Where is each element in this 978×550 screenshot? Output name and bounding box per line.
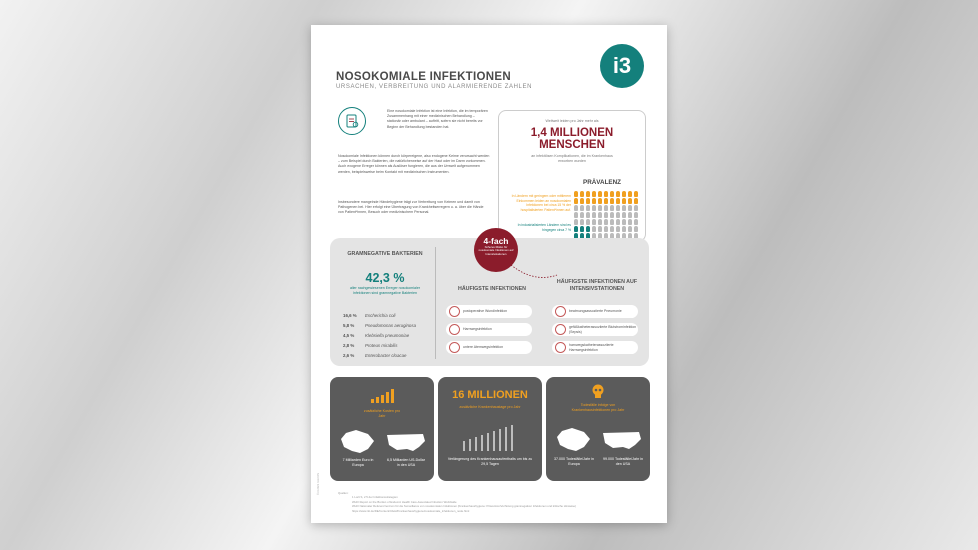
- person-icon: [634, 226, 638, 232]
- bacteria-row: 2,8 % Proteus mirabilis: [343, 343, 398, 348]
- person-icon: [622, 191, 626, 197]
- icu-infection-pill: harnwegskatheterassoziierte Harnwegsinfektion: [552, 341, 638, 354]
- person-icon: [610, 226, 614, 232]
- source-line: WHO Report on the Burden of Endemic Health Care-Associated Infection Worldwide: [352, 499, 457, 504]
- source-line: https://www.rki.de/DE/Content/Infekt/Krankenhaushygiene/nosokomiale_infektionen_node.html: [352, 508, 470, 513]
- deaths-europe: 37.000 Todesfälle/Jahr in Europa: [554, 457, 594, 466]
- person-icon: [610, 212, 614, 218]
- page-subtitle: URSACHEN, VERBREITUNG UND ALARMIERENDE ZAHLEN: [336, 84, 533, 90]
- person-icon: [628, 219, 632, 225]
- prevalence-orange-text: In Ländern mit geringem oder mittlerem Einkommen leiden an nosokomialen Infektionen bei circa 15 % der hospitalisierten Patient*innen auf.: [511, 194, 571, 212]
- icu-infection-pill: gefäßkatheterassoziierte Blutstrominfektion (Sepsis): [552, 323, 638, 336]
- person-icon: [622, 198, 626, 204]
- person-icon: [610, 191, 614, 197]
- stat-big-number: 1,4 MILLIONEN MENSCHEN: [530, 127, 614, 151]
- bacteria-row: 5,8 % Pseudomonas aeruginosa: [343, 323, 417, 328]
- person-icon: [634, 212, 638, 218]
- person-icon: [580, 205, 584, 211]
- costs-card: [330, 377, 434, 481]
- person-icon: [580, 198, 584, 204]
- person-icon: [616, 198, 620, 204]
- person-icon: [628, 205, 632, 211]
- days-big-number: 16 MILLIONEN: [452, 389, 528, 401]
- usa-map-icon: [385, 431, 427, 453]
- i3-logo: i3: [600, 44, 644, 88]
- europe-map-icon: [554, 427, 594, 453]
- panel-divider: [435, 247, 436, 359]
- prevalence-box: [498, 110, 646, 242]
- source-line: WHO Nationaler Referenzzentrum für die Surveillance von nosokomialen Infektionen (Krankenhaushygiene: Prävention/Verhütung gramnegativer Infektionen und kritische Hinweise): [352, 504, 577, 509]
- person-icon: [580, 191, 584, 197]
- person-icon: [604, 198, 608, 204]
- deaths-label: Todesfälle infolge von Krankenhausinfektionen pro Jahr: [571, 403, 625, 412]
- person-icon: [622, 205, 626, 211]
- person-icon: [574, 191, 578, 197]
- europe-map-icon: [338, 429, 378, 455]
- infection-pill: Harnwegsinfektion: [446, 323, 532, 336]
- source-line: 1 Lorit S, 2 5 der Infektionsstrategien: [352, 495, 398, 500]
- person-icon: [610, 219, 614, 225]
- person-icon: [628, 212, 632, 218]
- four-fold-big: 4-fach: [483, 236, 509, 246]
- person-icon: [598, 212, 602, 218]
- person-icon: [616, 219, 620, 225]
- bacteria-row: 2,6 % Enterobacter cloacae: [343, 353, 407, 358]
- sources-label: Quellen:: [338, 491, 349, 495]
- person-icon: [616, 212, 620, 218]
- icu-infection-pill: beatmungsassoziierte Pneumonie: [552, 305, 638, 318]
- stat-pre: Weltweit leiden pro Jahr mehr als: [545, 119, 599, 123]
- days-text: Verlängerung des Krankenhausaufenthalts um bis zu 29,5 Tagen: [447, 457, 533, 466]
- copyright: © i3 2021 / ALCON: [317, 472, 320, 495]
- person-icon: [628, 226, 632, 232]
- usa-map-icon: [601, 429, 643, 451]
- urinary-tract-icon: [449, 324, 460, 335]
- person-icon: [592, 191, 596, 197]
- person-icon: [616, 191, 620, 197]
- people-grid: [573, 191, 639, 239]
- person-icon: [592, 212, 596, 218]
- person-icon: [586, 198, 590, 204]
- person-icon: [586, 191, 590, 197]
- costs-europe: 7 Milliarden Euro in Europa: [342, 458, 374, 467]
- catheter-icon: [555, 342, 566, 353]
- person-icon: [586, 226, 590, 232]
- person-icon: [628, 191, 632, 197]
- deaths-card: [546, 377, 650, 481]
- person-icon: [574, 205, 578, 211]
- gramnegative-percent: 42,3 %: [365, 271, 405, 285]
- days-label: zusätzliche Krankenhaustage pro Jahr: [459, 405, 521, 409]
- four-fold-small: höheres Risiko für nosokomiale Infektionen auf Intensivstationen: [478, 245, 514, 256]
- person-icon: [616, 226, 620, 232]
- person-icon: [574, 198, 578, 204]
- blood-vessel-icon: [555, 324, 566, 335]
- person-icon: [604, 205, 608, 211]
- person-icon: [580, 219, 584, 225]
- deaths-usa: 99.000 Todesfälle/Jahr in den USA: [603, 457, 643, 466]
- bacteria-row: 4,5 % Klebsiella pneumoniae: [343, 333, 410, 338]
- person-icon: [580, 226, 584, 232]
- person-icon: [586, 212, 590, 218]
- infographic-sheet: [311, 25, 667, 523]
- person-icon: [604, 226, 608, 232]
- person-icon: [610, 205, 614, 211]
- person-icon: [634, 191, 638, 197]
- wound-icon: [449, 306, 460, 317]
- icu-infections-title: HÄUFIGSTE INFEKTIONEN AUF INTENSIVSTATIONEN: [556, 279, 638, 292]
- rising-bars-icon: [370, 389, 394, 403]
- person-icon: [598, 191, 602, 197]
- person-icon: [586, 205, 590, 211]
- person-icon: [604, 212, 608, 218]
- person-icon: [622, 226, 626, 232]
- person-icon: [574, 212, 578, 218]
- person-icon: [604, 219, 608, 225]
- person-icon: [634, 205, 638, 211]
- person-icon: [592, 198, 596, 204]
- intro-paragraph-1: Eine nosokomiale Infektion ist eine Infektion, die im temporären Zusammenhang mit einer medizinischen Behandlung – stationär oder ambulant – auftritt, sofern sie nicht bereits vor Beginn der Behandlung bestanden hat.: [387, 109, 488, 129]
- bacteria-row: 16,6 % Escherichia coli: [343, 313, 396, 318]
- person-icon: [598, 219, 602, 225]
- person-icon: [598, 198, 602, 204]
- person-icon: [574, 219, 578, 225]
- person-icon: [616, 205, 620, 211]
- intro-paragraph-2: Nosokomiale Infektionen können durch körpereigene, also endogene Keime verursacht werden – zum Beispiel durch Bakterien, die natürlicherweise auf der Haut oder im Darm vorkommen. Auch exogene Erreger können als Auslöser fungieren, die aus der Umwelt aufgenommen werden, beispielsweise beim Kontakt mit medizinischen Instrumenten.: [338, 154, 490, 174]
- person-icon: [574, 226, 578, 232]
- page-title: NOSOKOMIALE INFEKTIONEN: [336, 71, 511, 83]
- person-icon: [634, 219, 638, 225]
- person-icon: [598, 226, 602, 232]
- skull-icon: [590, 383, 606, 399]
- prevalence-teal-text: In industrialisierten Ländern sind es hingegen circa 7 %: [517, 223, 571, 232]
- person-icon: [592, 219, 596, 225]
- clipboard-icon: [338, 107, 366, 135]
- costs-label: zusätzliche Kosten pro Jahr: [363, 409, 401, 418]
- hospital-days-card: [438, 377, 542, 481]
- sources: [338, 491, 656, 513]
- gramnegative-text: aller nachgewiesenen Erreger nosokomialer Infektionen sind gramnegative Bakterien: [349, 286, 421, 295]
- gramnegative-title: GRAMNEGATIVE BAKTERIEN: [347, 251, 423, 257]
- person-icon: [592, 226, 596, 232]
- person-icon: [604, 191, 608, 197]
- person-icon: [586, 219, 590, 225]
- lungs-icon: [555, 306, 566, 317]
- infection-pill: postoperative Wundinfektion: [446, 305, 532, 318]
- person-icon: [634, 198, 638, 204]
- person-icon: [622, 219, 626, 225]
- common-infections-title: HÄUFIGSTE INFEKTIONEN: [458, 286, 526, 292]
- infection-pill: untere Atemwegsinfektion: [446, 341, 532, 354]
- costs-usa: 6,5 Milliarden US-Dollar in den USA: [387, 458, 425, 467]
- person-icon: [622, 212, 626, 218]
- lungs-icon: [449, 342, 460, 353]
- person-icon: [592, 205, 596, 211]
- person-icon: [628, 198, 632, 204]
- stat-post: an infektiösen Komplikationen, die im Krankenhaus erworben wurden: [531, 154, 613, 163]
- intro-paragraph-3: Insbesondere mangelnde Händehygiene trägt zur Verbreitung von Keimen und damit von Pathogenen bei. Hier erfolgt eine Übertragung von Krankheitserregern u. a. über die Hände von Patient*innen, Besuch oder medizinischem Personal.: [338, 200, 484, 215]
- person-icon: [580, 212, 584, 218]
- person-icon: [598, 205, 602, 211]
- prevalence-title: PRÄVALENZ: [583, 179, 622, 186]
- growing-bars-arrows-icon: [460, 423, 520, 451]
- person-icon: [610, 198, 614, 204]
